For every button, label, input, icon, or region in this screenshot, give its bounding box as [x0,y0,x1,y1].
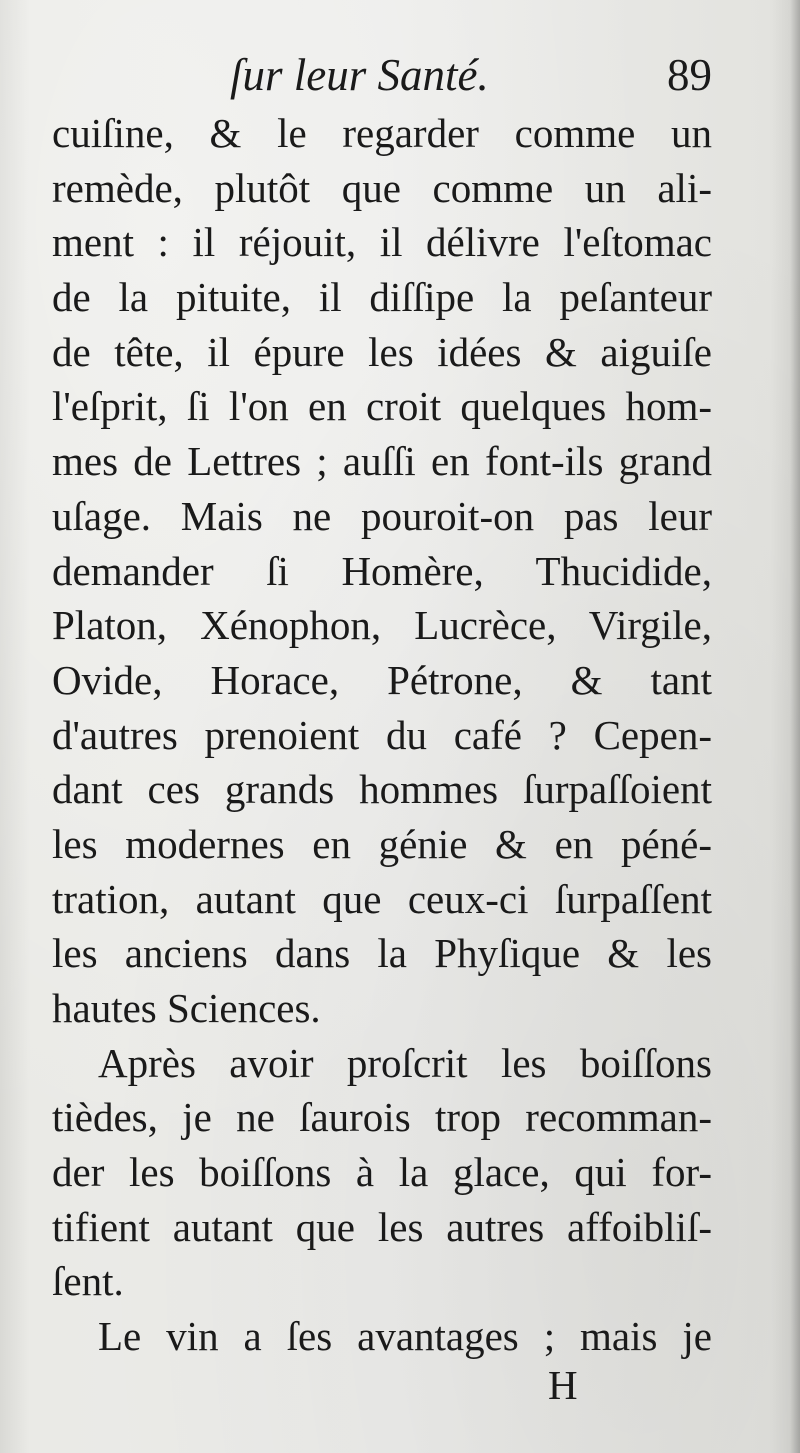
text-line: Le vin a ſes avantages ; mais je [98,1313,712,1360]
body-text [52,106,712,1364]
text-line: demander ſi Homère, Thucidide, [52,547,712,594]
text-line: les anciens dans la Phyſique & les [52,930,712,977]
text-line: hautes Sciences. [52,985,321,1031]
text-line: Ovide, Horace, Pétrone, & tant [52,656,712,703]
text-line: l'eſprit, ſi l'on en croit quelques hom- [52,383,712,430]
text-line: Après avoir proſcrit les boiſſons [98,1039,712,1086]
text-line: de la pituite, il diſſipe la peſanteur [52,274,712,321]
text-line: Platon, Xénophon, Lucrèce, Virgile, [52,602,712,649]
signature-mark: H [548,1362,578,1408]
text-line: uſage. Mais ne pouroit-on pas leur [52,492,712,539]
page-number: 89 [667,50,712,100]
text-line: cuiſine, & le regarder comme un [52,110,712,156]
text-line: de tête, il épure les idées & aiguiſe [52,328,712,375]
running-head: ſur leur Santé. [230,50,489,100]
text-line: tration, autant que ceux-ci ſurpaſſent [52,875,712,922]
text-line: d'autres prenoient du café ? Cepen- [52,711,712,758]
page-header [52,42,712,108]
text-line: les modernes en génie & en péné- [52,820,712,867]
text-line: ſent. [52,1258,124,1305]
text-line: dant ces grands hommes ſurpaſſoient [52,766,712,813]
text-line: ment : il réjouit, il délivre l'eſtomac [52,219,712,266]
text-line: tifient autant que les autres affoibliſ- [52,1203,712,1250]
text-line: der les boiſſons à la glace, qui for- [52,1149,712,1196]
text-line: remède, plutôt que comme un ali- [52,164,712,211]
text-line: tièdes, je ne ſaurois trop recomman- [52,1094,712,1141]
text-line: mes de Lettres ; auſſi en font-ils grand [52,438,712,485]
